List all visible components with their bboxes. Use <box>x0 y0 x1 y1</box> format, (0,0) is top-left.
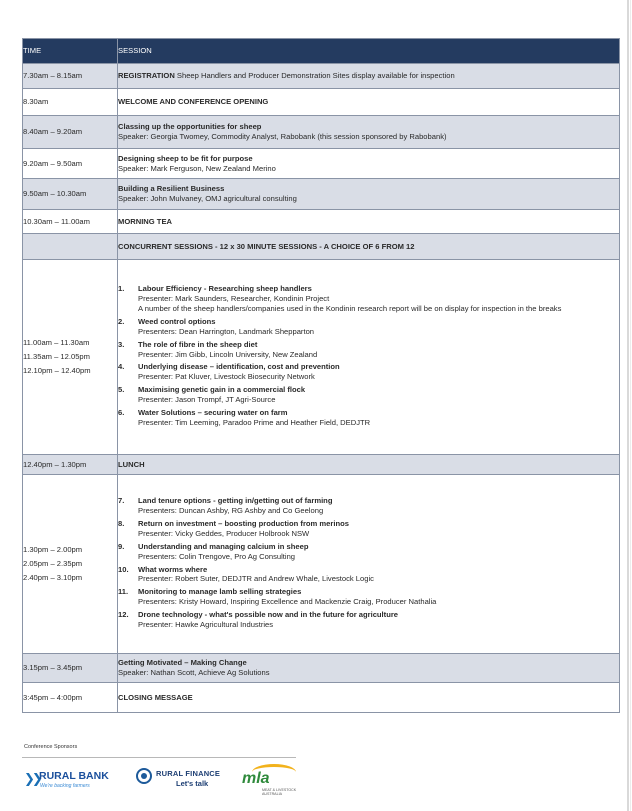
item-presenter: Presenter: Robert Suter, DEDJTR and Andrew Whale, Livestock Logic <box>138 574 374 584</box>
row-time: 12.40pm – 1.30pm <box>23 455 118 475</box>
row-session <box>118 179 620 210</box>
mla-tagline: MEAT & LIVESTOCK AUSTRALIA <box>262 788 297 796</box>
rural-finance-circle-icon <box>136 768 152 784</box>
session-speaker: Speaker: Georgia Twomey, Commodity Analyst, Rabobank (this session sponsored by Rabobank) <box>118 132 447 141</box>
table-row <box>23 210 620 234</box>
item-number: 3. <box>118 339 125 349</box>
time-header: TIME <box>23 39 118 64</box>
session-title: WELCOME AND CONFERENCE OPENING <box>118 97 269 107</box>
table-row <box>23 89 620 116</box>
concurrent-sessions-7-12 <box>118 475 620 654</box>
page-edge-line-2 <box>630 0 631 811</box>
time-slot: 1.30pm – 2.00pm <box>23 545 83 554</box>
list-item <box>118 340 619 360</box>
sponsors-divider <box>22 757 296 758</box>
row-times <box>23 260 118 455</box>
session-list <box>118 491 619 636</box>
item-number: 11. <box>118 587 129 597</box>
session-title: Designing sheep to be fit for purpose <box>118 153 253 163</box>
list-item <box>118 385 619 405</box>
list-item <box>118 408 619 428</box>
session-speaker: Speaker: Nathan Scott, Achieve Ag Solutions <box>118 668 270 677</box>
table-row <box>23 149 620 179</box>
rural-bank-logo <box>24 769 124 793</box>
table-row <box>23 64 620 89</box>
row-time: 3.15pm – 3.45pm <box>23 654 118 683</box>
item-presenter: Presenters: Duncan Ashby, RG Ashby and Co Geelong <box>138 506 324 516</box>
rural-finance-logo <box>136 767 228 797</box>
row-session <box>118 149 620 179</box>
row-times <box>23 475 118 654</box>
table-row <box>23 455 620 475</box>
item-presenter: Presenter: Vicky Geddes, Producer Holbrook NSW <box>138 528 310 538</box>
table-row <box>23 475 620 654</box>
time-slot: 12.10pm – 12.40pm <box>23 366 91 375</box>
item-title: Understanding and managing calcium in sheep <box>138 541 309 551</box>
mla-name: mla <box>242 770 270 787</box>
time-slot: 11.00am – 11.30am <box>23 338 90 347</box>
list-item <box>118 284 619 314</box>
row-session <box>118 210 620 234</box>
session-title: MORNING TEA <box>118 216 172 226</box>
session-title: Getting Motivated – Making Change <box>118 658 247 668</box>
time-slot: 2.40pm – 3.10pm <box>23 573 83 582</box>
sponsors-label: Conference Sponsors <box>24 744 78 750</box>
item-presenter: Presenter: Hawke Agricultural Industries <box>138 619 274 629</box>
item-title: Drone technology - what's possible now and in the future for agriculture <box>138 609 399 619</box>
table-row <box>23 260 620 455</box>
item-title: Monitoring to manage lamb selling strategies <box>138 587 302 597</box>
item-number: 4. <box>118 362 125 372</box>
time-slot: 2.05pm – 2.35pm <box>23 559 83 568</box>
list-item <box>118 496 619 516</box>
list-item <box>118 317 619 337</box>
rural-bank-tagline: We're backing farmers <box>40 783 90 789</box>
row-session <box>118 455 620 475</box>
rural-finance-tagline: Let's talk <box>176 779 209 788</box>
row-time: 8.40am – 9.20am <box>23 116 118 149</box>
list-item <box>118 587 619 607</box>
session-title: LUNCH <box>118 459 145 469</box>
item-number: 5. <box>118 385 125 395</box>
item-title: Return on investment – boosting production from merinos <box>138 519 349 529</box>
row-session <box>118 654 620 683</box>
session-detail: Sheep Handlers and Producer Demonstration Sites display available for inspection <box>174 71 455 81</box>
rural-finance-name: RURAL FINANCE <box>156 769 221 778</box>
time-slot: 11.35am – 12.05pm <box>23 352 90 361</box>
list-item <box>118 542 619 562</box>
session-title: Classing up the opportunities for sheep <box>118 122 262 132</box>
item-title: Water Solutions – securing water on farm <box>138 407 288 417</box>
item-number: 2. <box>118 316 125 326</box>
item-number: 7. <box>118 496 125 506</box>
session-list <box>118 279 619 434</box>
item-presenter: Presenter: Jason Trompf, JT Agri-Source <box>138 395 276 404</box>
row-session <box>118 683 620 713</box>
row-session <box>118 116 620 149</box>
session-title: CONCURRENT SESSIONS - 12 x 30 MINUTE SESSIONS - A CHOICE OF 6 FROM 12 <box>118 241 415 251</box>
item-number: 8. <box>118 519 125 529</box>
item-number: 9. <box>118 541 125 551</box>
item-presenter: Presenter: Pat Kluver, Livestock Biosecurity Network <box>138 372 315 382</box>
item-presenter: Presenters: Kristy Howard, Inspiring Excellence and Mackenzie Craig, Producer Nathalia <box>138 597 437 607</box>
row-time: 3:45pm – 4:00pm <box>23 683 118 713</box>
list-item <box>118 610 619 630</box>
session-title: CLOSING MESSAGE <box>118 692 193 702</box>
item-presenter: Presenter: Tim Leeming, Paradoo Prime and Heather Field, DEDJTR <box>138 417 371 427</box>
item-number: 1. <box>118 284 125 294</box>
session-header: SESSION <box>118 39 620 64</box>
item-title: Maximising genetic gain in a commercial flock <box>138 385 306 395</box>
item-note: A number of the sheep handlers/companies used in the Kondinin research report will be on display for inspection in the breaks <box>138 304 562 314</box>
row-session <box>118 64 620 89</box>
table-row <box>23 234 620 260</box>
session-title: Building a Resilient Business <box>118 184 225 194</box>
item-presenter: Presenter: Jim Gibb, Lincoln University, New Zealand <box>138 349 318 359</box>
item-presenter: Presenter: Mark Saunders, Researcher, Kondinin Project <box>138 294 330 304</box>
item-title: Weed control options <box>138 316 216 326</box>
row-time: 10.30am – 11.00am <box>23 210 118 234</box>
list-item <box>118 362 619 382</box>
row-time <box>23 234 118 260</box>
item-title: What worms where <box>138 564 208 574</box>
table-row <box>23 654 620 683</box>
program-table <box>22 38 620 713</box>
table-row <box>23 179 620 210</box>
row-time: 8.30am <box>23 89 118 116</box>
row-time: 7.30am – 8.15am <box>23 64 118 89</box>
item-title: The role of fibre in the sheep diet <box>138 339 258 349</box>
list-item <box>118 519 619 539</box>
item-presenter: Presenters: Dean Harrington, Landmark Shepparton <box>138 326 315 336</box>
session-title: REGISTRATION <box>118 71 175 81</box>
item-number: 10. <box>118 564 129 574</box>
rural-bank-chevron-icon: ❯❯ <box>24 771 40 786</box>
page-edge-line <box>627 0 629 811</box>
table-row <box>23 683 620 713</box>
table-row <box>23 116 620 149</box>
list-item <box>118 565 619 585</box>
row-time: 9.20am – 9.50am <box>23 149 118 179</box>
mla-logo <box>240 764 298 796</box>
row-session <box>118 89 620 116</box>
row-time: 9.50am – 10.30am <box>23 179 118 210</box>
session-speaker: Speaker: John Mulvaney, OMJ agricultural consulting <box>118 194 297 203</box>
concurrent-sessions-1-6 <box>118 260 620 455</box>
item-number: 6. <box>118 407 125 417</box>
item-number: 12. <box>118 609 129 619</box>
item-title: Underlying disease – identification, cost and prevention <box>138 362 340 372</box>
item-presenter: Presenters: Colin Trengove, Pro Ag Consulting <box>138 551 296 561</box>
row-session <box>118 234 620 260</box>
rural-bank-name: RURAL BANK <box>39 770 109 782</box>
item-title: Labour Efficiency - Researching sheep handlers <box>138 284 312 294</box>
session-speaker: Speaker: Mark Ferguson, New Zealand Merino <box>118 163 276 173</box>
item-title: Land tenure options - getting in/getting out of farming <box>138 496 333 506</box>
